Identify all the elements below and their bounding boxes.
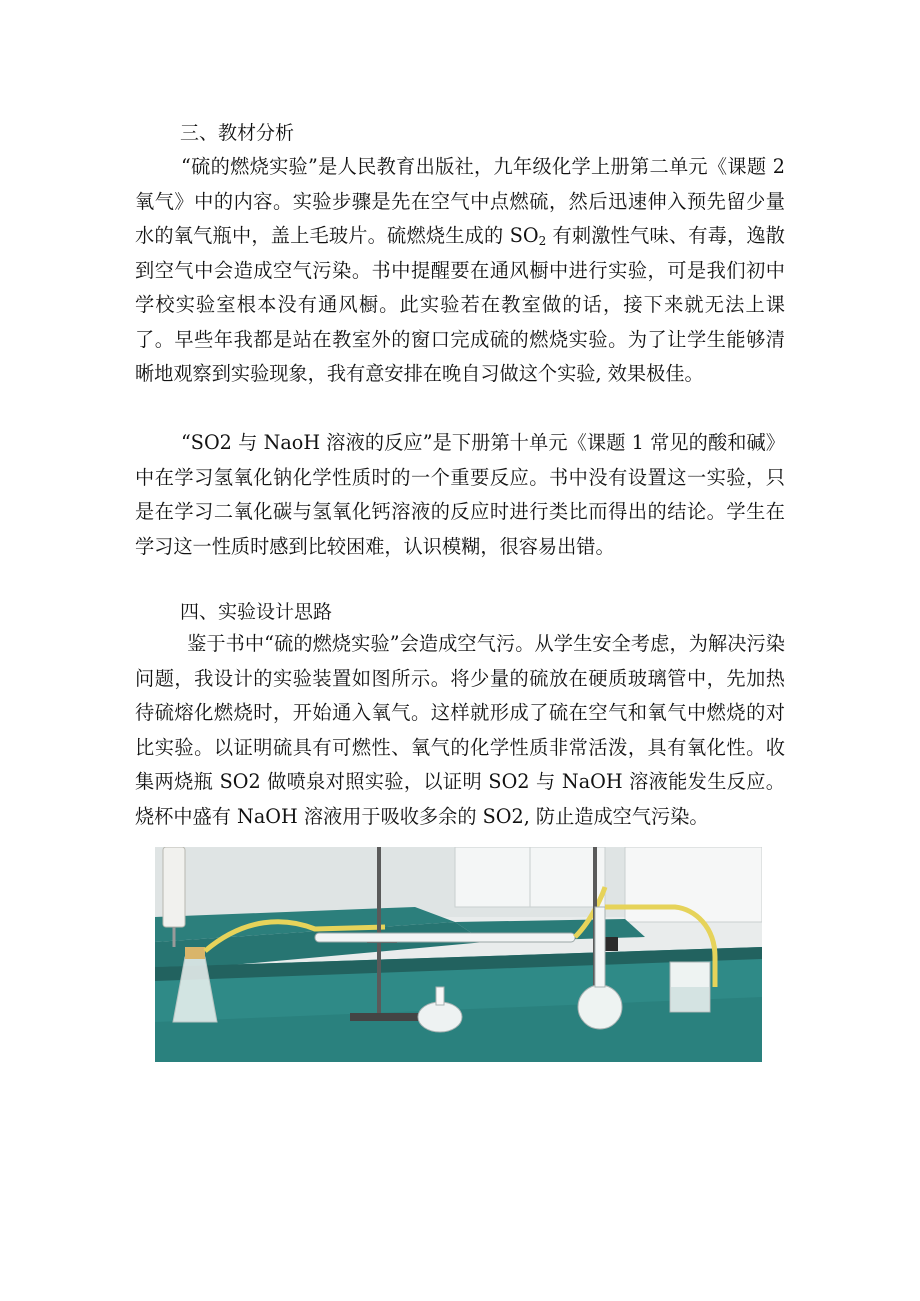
lab-apparatus-illustration bbox=[155, 847, 762, 1062]
section-4-heading: 四、实验设计思路 bbox=[180, 601, 333, 623]
section-3-paragraph-1-text-a: “硫的燃烧实验”是人民教育出版社，九年级化学上册第二单元《课题 2 氧气》中的内容。实验步骤是先在空气中点燃硫，然后迅速伸入预先留少量水的氧气瓶中，盖上毛玻片。硫燃烧生成的 SO bbox=[135, 155, 785, 247]
section-3-paragraph-2 bbox=[135, 426, 785, 564]
lab-apparatus-photo bbox=[155, 847, 762, 1062]
section-3-heading: 三、教材分析 bbox=[180, 122, 295, 144]
so2-subscript: 2 bbox=[538, 234, 547, 248]
section-4-paragraph-1 bbox=[135, 627, 785, 834]
section-3-paragraph-1 bbox=[135, 150, 785, 392]
section-4-paragraph-1-text: 鉴于书中“硫的燃烧实验”会造成空气污。从学生安全考虑，为解决污染问题，我设计的实验装置如图所示。将少量的硫放在硬质玻璃管中，先加热待硫熔化燃烧时，开始通入氧气。这样就形成了硫在空气和氧气中燃烧的对比实验。以证明硫具有可燃性、氧气的化学性质非常活泼，具有氧化性。收集两烧瓶 SO2 做喷泉对照实验，以证明 SO2 与 NaOH 溶液能发生反应。烧杯中盛有 NaOH 溶液用于吸收多余的 SO2, 防止造成空气污染。 bbox=[135, 632, 785, 828]
section-3-paragraph-2-text: “SO2 与 NaoH 溶液的反应”是下册第十单元《课题 1 常见的酸和碱》中在学习氢氧化钠化学性质时的一个重要反应。书中没有设置这一实验，只是在学习二氧化碳与氢氧化钙溶液的反应时进行类比而得出的结论。学生在学习这一性质时感到比较困难，认识模糊，很容易出错。 bbox=[135, 431, 785, 558]
section-3-paragraph-1-text-b: 有刺激性气味、有毒，逸散到空气中会造成空气污染。书中提醒要在通风橱中进行实验，可是我们初中学校实验室根本没有通风橱。此实验若在教室做的话，接下来就无法上课了。早些年我都是站在教室外的窗口完成硫的燃烧实验。为了让学生能够清晰地观察到实验现象，我有意安排在晚自习做这个实验, 效果极佳。 bbox=[135, 224, 785, 385]
